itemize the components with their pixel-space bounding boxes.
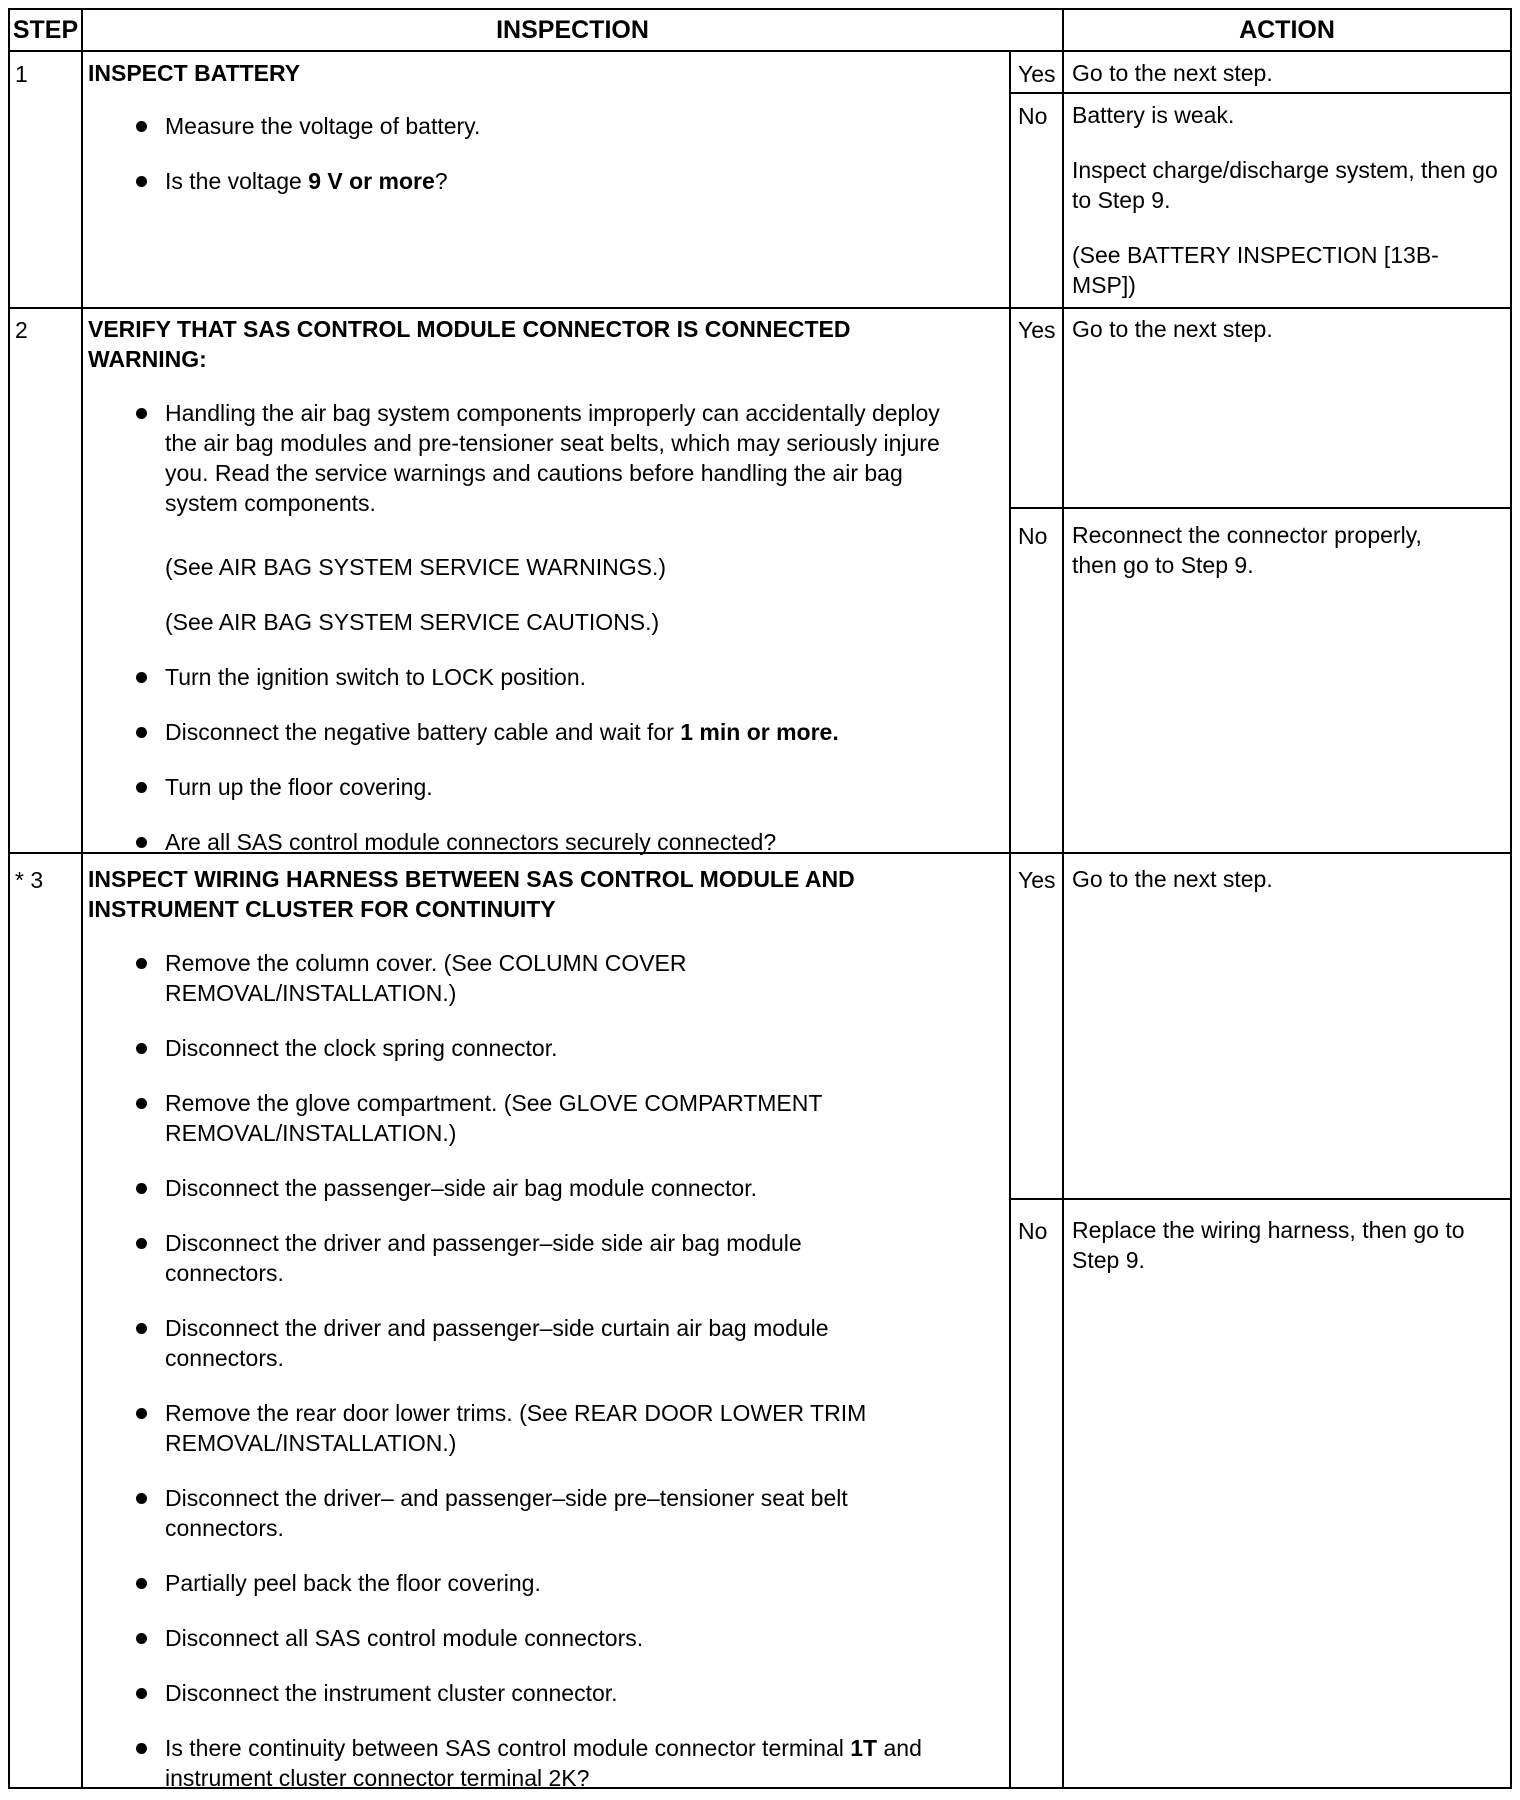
step2-yes-no-divider: [1009, 507, 1512, 509]
step1-yes-no-divider: [1009, 92, 1512, 94]
voltage-spec: 9 V or more: [308, 168, 435, 194]
no-action: Inspect charge/discharge system, then go to Step 9.: [1072, 157, 1498, 213]
inspection-item: Disconnect the instrument cluster connector.: [165, 1678, 965, 1708]
yes-no-column-divider: [1009, 50, 1011, 1789]
inspection-item: Turn up the floor covering.: [165, 772, 965, 802]
inspection-item: Turn the ignition switch to LOCK position.: [165, 662, 965, 692]
no-label: No: [1018, 1218, 1048, 1244]
inspection-item: Remove the rear door lower trims. (See REAR DOOR LOWER TRIM REMOVAL/INSTALLATION.): [165, 1398, 955, 1458]
inspection-item: Are all SAS control module connectors securely connected?: [165, 827, 965, 857]
inspection-item: Partially peel back the floor covering.: [165, 1568, 965, 1598]
yes-action: Go to the next step.: [1072, 316, 1273, 342]
table-border-right: [1510, 8, 1512, 1789]
inspection-item: Disconnect the driver and passenger–side side air bag module connectors.: [165, 1228, 895, 1288]
inspection-table: [8, 8, 1512, 1800]
inspection-item: Is there continuity between SAS control module connector terminal 1T and instrument cluster connector terminal 2K?: [165, 1733, 965, 1793]
inspection-item: Remove the glove compartment. (See GLOVE COMPARTMENT REMOVAL/INSTALLATION.): [165, 1088, 925, 1148]
step-title: INSPECT BATTERY: [88, 60, 301, 86]
inspection-item: Handling the air bag system components improperly can accidentally deploy the air bag modules and pre-tensioner seat belts, which may seriously injure you. Read the service warnings and cautions before handling the air bag system components.: [165, 398, 965, 518]
inspection-note: (See AIR BAG SYSTEM SERVICE CAUTIONS.): [165, 609, 660, 635]
yes-action: Go to the next step.: [1072, 866, 1273, 892]
yes-action: Go to the next step.: [1072, 60, 1273, 86]
yes-label: Yes: [1018, 867, 1056, 893]
inspection-item: Disconnect the driver and passenger–side curtain air bag module connectors.: [165, 1313, 925, 1373]
no-label: No: [1018, 523, 1048, 549]
header-divider: [8, 50, 1512, 52]
inspection-item: Measure the voltage of battery.: [165, 111, 965, 141]
no-action: Reconnect the connector properly, then go to Step 9.: [1072, 522, 1422, 578]
inspection-item: Disconnect all SAS control module connectors.: [165, 1623, 965, 1653]
inspection-item: Disconnect the passenger–side air bag module connector.: [165, 1173, 965, 1203]
inspection-item: Disconnect the clock spring connector.: [165, 1033, 965, 1063]
step-number: 1: [15, 61, 28, 87]
inspection-item: Disconnect the negative battery cable and wait for 1 min or more.: [165, 717, 965, 747]
inspection-item: Is the voltage 9 V or more?: [165, 166, 965, 196]
no-action: (See BATTERY INSPECTION [13B-MSP]): [1072, 242, 1439, 298]
no-label: No: [1018, 103, 1048, 129]
step-title: VERIFY THAT SAS CONTROL MODULE CONNECTOR IS CONNECTED: [88, 316, 851, 342]
step-number: * 3: [15, 867, 44, 893]
inspection-item: Remove the column cover. (See COLUMN COVER REMOVAL/INSTALLATION.): [165, 948, 785, 1008]
step-number: 2: [15, 317, 28, 343]
header-step: STEP: [12, 16, 79, 44]
inspection-note: (See AIR BAG SYSTEM SERVICE WARNINGS.): [165, 554, 667, 580]
header-action: ACTION: [1239, 16, 1335, 44]
inspection-action-divider: [1062, 8, 1064, 1789]
inspection-item: Disconnect the driver– and passenger–side pre–tensioner seat belt connectors.: [165, 1483, 925, 1543]
step-column-divider: [81, 8, 83, 1789]
header-inspection: INSPECTION: [496, 16, 649, 44]
warning-label: WARNING:: [88, 346, 207, 372]
yes-label: Yes: [1018, 317, 1056, 343]
step-title: INSPECT WIRING HARNESS BETWEEN SAS CONTROL MODULE AND INSTRUMENT CLUSTER FOR CONTINUITY: [88, 866, 855, 922]
no-action: Battery is weak.: [1072, 102, 1235, 128]
row-divider-1-2: [8, 307, 1512, 309]
step3-yes-no-divider: [1009, 1198, 1512, 1200]
table-border-left: [8, 8, 10, 1789]
terminal-spec: 1T: [850, 1735, 878, 1761]
yes-label: Yes: [1018, 61, 1056, 87]
wait-time-spec: 1 min or more.: [680, 719, 839, 745]
table-border-top: [8, 8, 1512, 10]
no-action: Replace the wiring harness, then go to Step 9.: [1072, 1217, 1465, 1273]
